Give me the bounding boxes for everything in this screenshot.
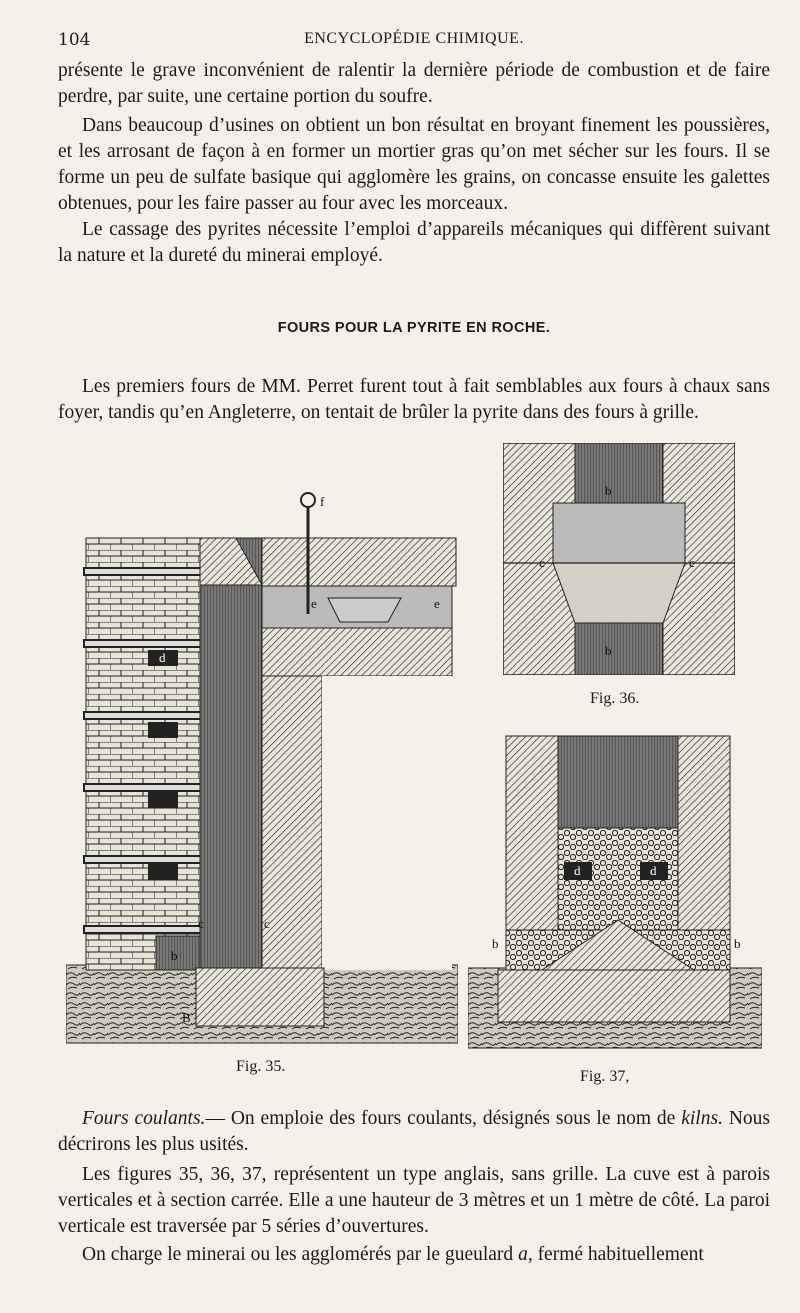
page-number: 104 bbox=[58, 30, 91, 50]
paragraph-5 bbox=[58, 1106, 770, 1158]
paragraph-2: Dans beaucoup d’usines on obtient un bon résultat en broyant finement les poussières, et les arrosant de façon à en former un mortier gras qu’on met sécher sur les fours. Il se forme un peu de sulfate basique qui agglomère les grains, on concasse ensuite les galettes obtenues, pour les faire passer au four avec les morceaux. bbox=[58, 115, 770, 214]
kilns-term: kilns. bbox=[681, 1108, 723, 1129]
fig35-label-c1: c bbox=[198, 916, 204, 931]
fig37-label-d1: d bbox=[574, 863, 581, 878]
running-title: ENCYCLOPÉDIE CHIMIQUE. bbox=[304, 30, 524, 47]
paragraph-6: Les figures 35, 36, 37, représentent un type anglais, sans grille. La cuve est à parois verticales et à section carrée. Elle a une hauteur de 3 mètres et un 1 mètre de côté. La paroi verticale est traversée par 5 séries d’ouvertures. bbox=[58, 1164, 770, 1237]
page-header bbox=[58, 30, 770, 52]
figure-36-illustration bbox=[503, 443, 735, 675]
fig36-label-b-bottom: b bbox=[605, 643, 612, 658]
fig35-label-B: B bbox=[182, 1010, 191, 1025]
paragraph-4: Les premiers fours de MM. Perret furent tout à fait semblables aux fours à chaux sans foyer, tandis qu’en Angleterre, on tentait de brûler la pyrite dans des fours à grille. bbox=[58, 376, 770, 423]
paragraph-5-tail: Nous décrirons les plus usités. bbox=[58, 1108, 771, 1155]
fours-coulants-term: Fours coulants. bbox=[82, 1108, 206, 1129]
gueulard-variable: a bbox=[518, 1244, 528, 1265]
fig35-label-f: f bbox=[320, 494, 325, 509]
fig35-label-e2: e bbox=[434, 596, 440, 611]
fig36-label-c-right: c bbox=[689, 555, 695, 570]
figure-35-illustration bbox=[66, 490, 458, 1045]
fig37-label-b-left: b bbox=[492, 936, 499, 951]
fig37-label-d2: d bbox=[650, 863, 657, 878]
fig36-label-c-left: c bbox=[539, 555, 545, 570]
figure-37-illustration bbox=[468, 730, 762, 1050]
figure-37-caption: Fig. 37, bbox=[580, 1068, 630, 1085]
fig35-label-d: d bbox=[159, 650, 166, 665]
section-heading: FOURS POUR LA PYRITE EN ROCHE. bbox=[277, 320, 551, 336]
figure-36-caption: Fig. 36. bbox=[590, 690, 640, 707]
figure-35-caption: Fig. 35. bbox=[236, 1058, 286, 1075]
paragraph-7 bbox=[58, 1242, 770, 1268]
fig35-label-b: b bbox=[171, 948, 178, 963]
fig35-label-e1: e bbox=[311, 596, 317, 611]
paragraph-7-tail: , fermé habituellement bbox=[527, 1244, 704, 1265]
fig37-label-b-right: b bbox=[734, 936, 741, 951]
paragraph-3: Le cassage des pyrites nécessite l’emploi d’appareils mécaniques qui diffèrent suivant la nature et la dureté du minerai employé. bbox=[58, 219, 770, 266]
paragraph-5-text: — On emploie des fours coulants, désignés sous le nom de bbox=[205, 1108, 682, 1129]
fig35-label-c2: c bbox=[264, 916, 270, 931]
paragraph-7-text: On charge le minerai ou les agglomérés par le gueulard bbox=[82, 1244, 519, 1265]
paragraph-1: présente le grave inconvénient de ralentir la dernière période de combustion et de faire perdre, par suite, une certaine portion du soufre. bbox=[58, 60, 770, 107]
fig36-label-b-top: b bbox=[605, 483, 612, 498]
